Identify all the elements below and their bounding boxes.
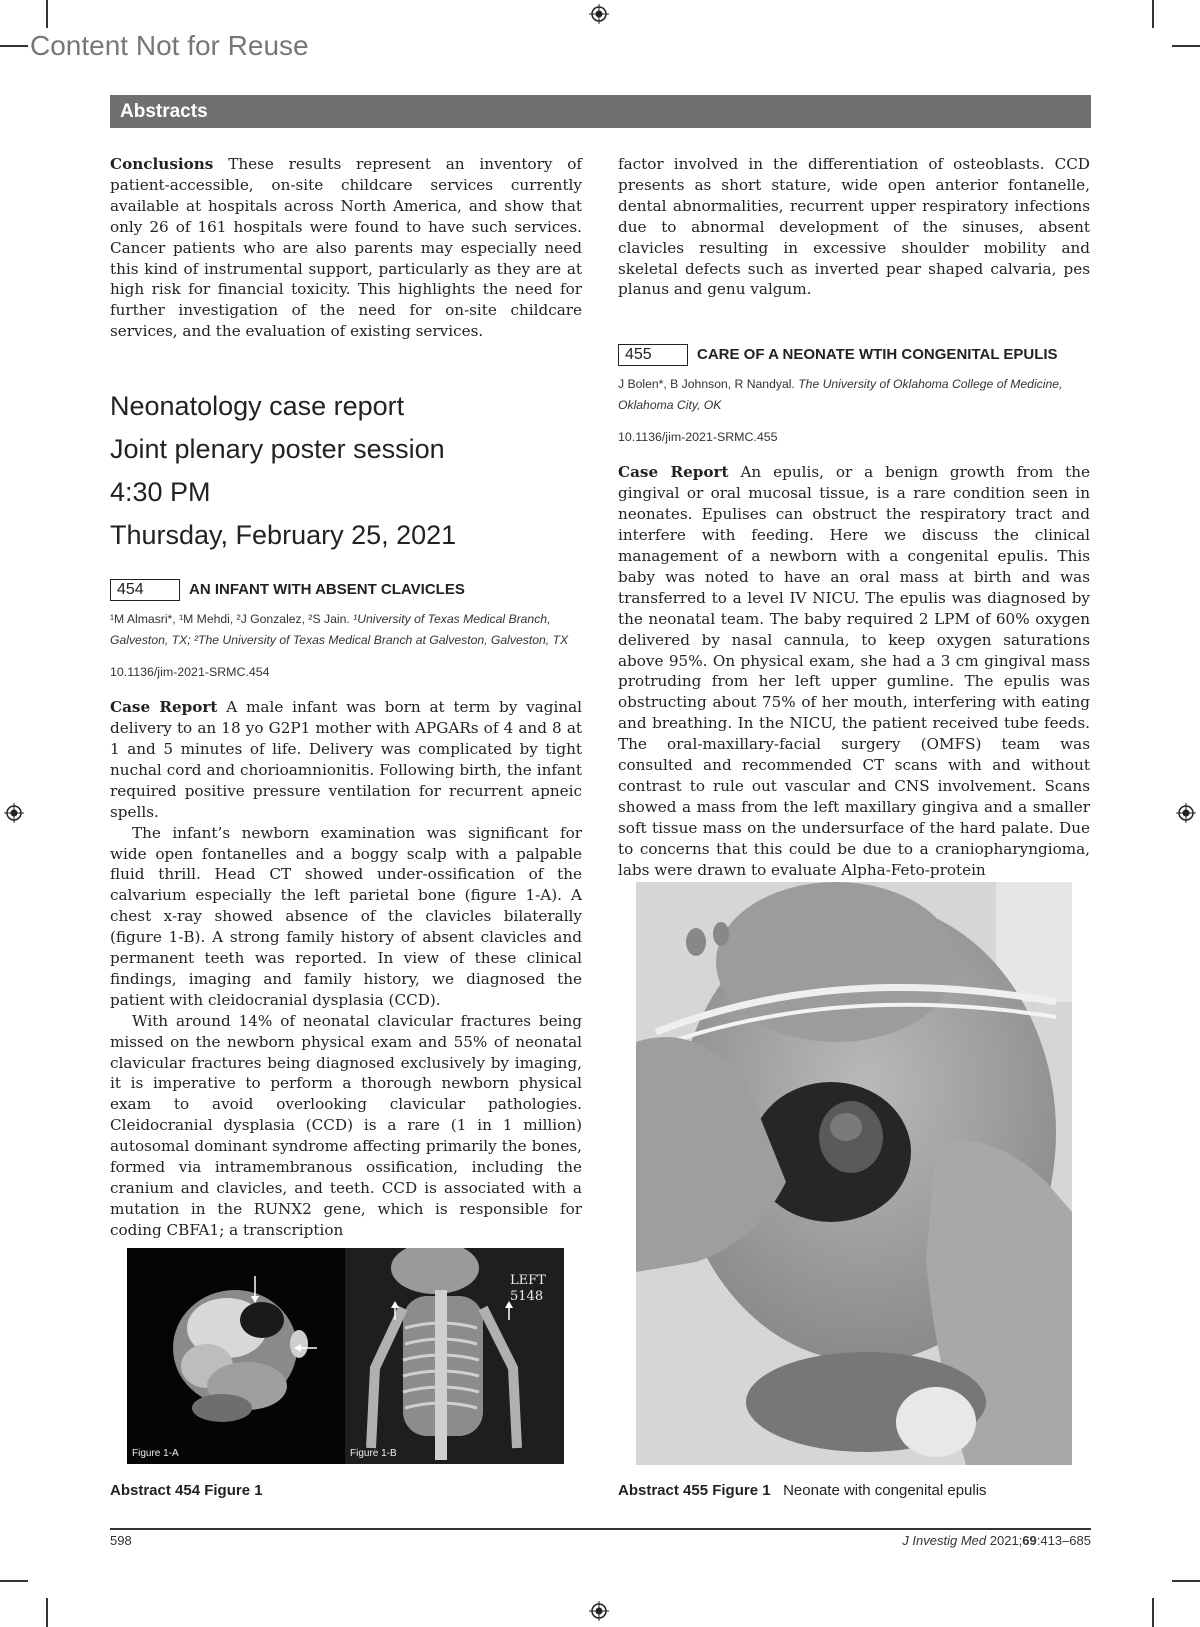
abstract-454-paragraph-3: With around 14% of neonatal clavicular fractures being missed on the newborn physical exam and 55% of neonatal clavicular fractures being diagnosed exclusively by imaging, it is imperative to perform a thorough newborn physical exam to avoid overlooking clavicular pathologies. Cleidocranial dysplasia (CCD) is a rare (1 in 1 million) autosomal dominant syndrome affecting primarily the bones, formed via intramembranous ossification, including the cranium and clavicles, and teeth. CCD is associated with a mutation in the RUNX2 gene, which is responsible for coding CBFA1; a transcription [110,1011,582,1239]
abstract-number: 455 [618,344,688,366]
footer-rule [110,1528,1091,1530]
left-column [110,154,582,1241]
conclusions-paragraph [110,154,582,342]
crop-mark [0,1580,28,1582]
registration-mark-icon [589,1601,609,1621]
abstract-title: CARE OF A NEONATE WTIH CONGENITAL EPULIS [697,346,1058,364]
abstract-455-doi: 10.1136/jim-2021-SRMC.455 [618,430,778,445]
ct-skull-image [127,1248,345,1464]
journal-pages: :413–685 [1036,1533,1091,1548]
journal-volume: 69 [1022,1533,1037,1548]
case-report-lead: Case Report [618,463,729,482]
right-column [618,154,1090,880]
conclusions-text: These results represent an inventory of patient-accessible, on-site childcare services currently available at hospitals across North America, and show that only 26 of 161 hospitals were found to have such services. Cancer patients who are also parents may especially need this kind of instrumental support, particularly as they are at high risk for financial toxicity. This highlights the need for further investigation of the need for on-site childcare services, and the evaluation of existing services. [110,155,583,341]
crop-mark [46,0,48,28]
journal-name: J Investig Med [902,1533,987,1548]
session-time: 4:30 PM [110,477,211,508]
caption-label: Abstract 454 Figure 1 [110,1482,263,1499]
author-names: ¹M Almasri*, ¹M Mehdi, ²J Gonzalez, ²S Jain. [110,612,350,627]
abstract-455-authors [618,374,1090,415]
crop-mark [1172,45,1200,47]
session-type: Joint plenary poster session [110,434,445,465]
page-number: 598 [110,1533,132,1548]
session-title: Neonatology case report [110,391,405,422]
case-report-text: A male infant was born at term by vaginal delivery to an 18 yo G2P1 mother with APGARs of 4 and 8 at 1 and 5 minutes of life. Delivery was complicated by tight nuchal cord and chorioamnionitis. Following birth, the infant required positive pressure ventilation for recurrent apneic spells. [110,698,583,821]
caption-text: Neonate with congenital epulis [783,1482,987,1499]
figure-1b-label: Figure 1-B [350,1448,397,1459]
caption-label: Abstract 455 Figure 1 [618,1482,771,1499]
neonate-photo [636,882,1072,1465]
author-affiliations: The University of Oklahoma College of Medicine, Oklahoma City, OK [618,377,1063,412]
abstract-454-heading [110,577,582,602]
xray-id-marker: 5148 [510,1289,544,1304]
crop-mark [1152,0,1154,28]
abstract-number: 454 [110,579,180,601]
abstract-454-case-report [110,697,582,822]
abstract-454-doi: 10.1136/jim-2021-SRMC.454 [110,665,270,680]
abstract-455-caption [618,1482,987,1499]
journal-year: 2021; [989,1533,1023,1548]
watermark: Content Not for Reuse [30,30,309,61]
registration-mark-icon [589,4,609,24]
abstract-454-caption [110,1482,263,1499]
session-block [110,385,582,557]
xray-side-marker: LEFT [510,1273,546,1288]
registration-mark-icon [1176,803,1196,823]
abstract-455-case-report [618,462,1090,880]
journal-citation [902,1533,1091,1548]
crop-mark [1152,1598,1154,1627]
abstract-title: AN INFANT WITH ABSENT CLAVICLES [189,581,465,599]
section-banner: Abstracts [110,95,1091,128]
crop-mark [1172,1580,1200,1582]
author-names: J Bolen*, B Johnson, R Nandyal. [618,377,795,392]
author-affiliations: ¹University of Texas Medical Branch, Galveston, TX; ²The University of Texas Medical Branch at Galveston, Galveston, TX [110,612,569,647]
abstract-455-heading [618,342,1090,367]
conclusions-lead: Conclusions [110,155,214,173]
registration-mark-icon [4,803,24,823]
abstract-454-figure [127,1248,564,1464]
session-date: Thursday, February 25, 2021 [110,520,457,551]
figure-1a-label: Figure 1-A [132,1448,179,1459]
crop-mark [46,1598,48,1627]
abstract-454-paragraph-2: The infant’s newborn examination was significant for wide open fontanelles and a boggy scalp with a palpable fluid thrill. Head CT showed under-ossification of the calvarium especially the left parietal bone (figure 1-A). A chest x-ray showed absence of the clavicles bilaterally (figure 1-B). A strong family history of absent clavicles and permanent teeth was reported. In view of these clinical findings, imaging and family history, we diagnosed the patient with cleidocranial dysplasia (CCD). [110,823,582,1009]
case-report-lead: Case Report [110,698,218,717]
continuation-paragraph: factor involved in the differentiation of osteoblasts. CCD presents as short stature, wide open anterior fontanelle, dental abnormalities, recurrent upper respiratory infections due to abnormal development of the sinuses, absent clavicles resulting in excessive shoulder mobility and skeletal defects such as inverted pear shaped calvaria, pes planus and genu valgum. [618,155,1090,299]
abstract-455-figure [636,882,1072,1465]
case-report-text: An epulis, or a benign growth from the gingival or oral mucosal tissue, is a rare condition seen in neonates. Epulises can obstruct the respiratory tract and interfere with feeding. Here we discuss the clinical management of a newborn with a congenital epulis. This baby was noted to have an oral mass at birth and was transferred to a level IV NICU. The epulis was diagnosed by the neonatal team. The baby required 2 LPM of 60% oxygen delivered by nasal cannula, to keep oxygen saturations above 95%. On physical exam, she had a 3 cm gingival mass protruding from her left upper gumline. The epulis was obstructing about 75% of her mouth, interfering with eating and breathing. In the NICU, the patient received tube feeds. The oral-maxillary-facial surgery (OMFS) team was consulted and recommended CT scans with and without contrast to rule out vascular and CNS involvement. Scans showed a mass from the left maxillary gingiva and a smaller soft tissue mass on the undersurface of the hard palate. Due to concerns that this could be due to a craniopharyngioma, labs were drawn to evaluate Alpha-Feto-protein [618,463,1090,879]
crop-mark [0,45,28,47]
abstract-454-authors [110,609,582,650]
